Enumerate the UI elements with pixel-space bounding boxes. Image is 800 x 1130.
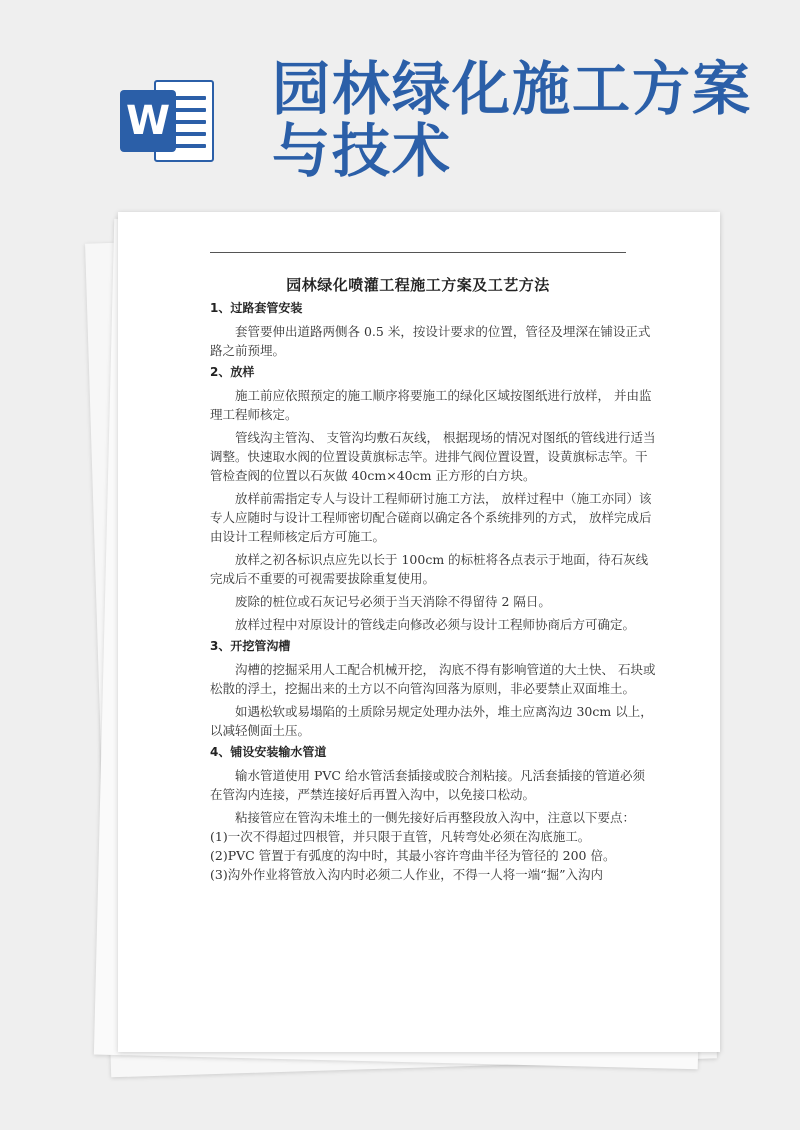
header-rule <box>210 252 626 253</box>
paragraph-line: 在管沟内连接，严禁连接好后再置入沟中，以免接口松动。 <box>210 787 536 802</box>
paragraph-line: 专人应随时与设计工程师密切配合磋商以确定各个系统排列的方式， 放样完成后 <box>210 510 652 525</box>
paragraph-line: 如遇松软或易塌陷的土质除另规定处理办法外，堆土应离沟边 30cm 以上， <box>235 704 653 719</box>
word-icon <box>120 78 216 164</box>
paragraph-line: 放样过程中对原设计的管线走向修改必须与设计工程师协商后方可确定。 <box>235 617 636 632</box>
document-heading: 园林绿化喷灌工程施工方案及工艺方法 <box>286 276 550 294</box>
paragraph-line: 完成后不重要的可视需要拔除重复使用。 <box>210 571 436 586</box>
section-heading: 2、放样 <box>210 365 255 379</box>
paragraph-line: 施工前应依照预定的施工顺序将要施工的绿化区域按图纸进行放样， 并由监 <box>235 388 652 403</box>
paragraph-line: 输水管道使用 PVC 给水管活套插接或胶合剂粘接。凡活套插接的管道必须 <box>235 768 645 783</box>
paragraph-line: 放样之初各标识点应先以长于 100cm 的标桩将各点表示于地面，待石灰线 <box>235 552 649 567</box>
paragraph-line: 由设计工程师核定后方可施工。 <box>210 529 386 544</box>
section-heading: 3、开挖管沟槽 <box>210 639 291 653</box>
paragraph-line: 松散的浮土，挖掘出来的土方以不向管沟回落为原则，非必要禁止双面堆土。 <box>210 681 636 696</box>
paragraph-line: 管检查阀的位置以石灰做 40cm×40cm 正方形的白方块。 <box>210 468 536 483</box>
section-heading: 1、过路套管安装 <box>210 301 303 315</box>
paragraph-line: 管线沟主管沟、 支管沟均敷石灰线， 根据现场的情况对图纸的管线进行适当 <box>235 430 656 445</box>
paragraph-line: (2)PVC 管置于有弧度的沟中时，其最小容许弯曲半径为管径的 200 倍。 <box>210 848 616 863</box>
paragraph-line: 沟槽的挖掘采用人工配合机械开挖， 沟底不得有影响管道的大土快、 石块或 <box>235 662 656 677</box>
paragraph-line: 粘接管应在管沟未堆土的一侧先接好后再整段放入沟中，注意以下要点： <box>235 810 636 825</box>
paragraph-line: 以减轻侧面土压。 <box>210 723 311 738</box>
banner <box>0 0 800 200</box>
paragraph-line: 调整。快速取水阀的位置设黄旗标志竿。进排气阀位置设置，设黄旗标志竿。干 <box>210 449 648 464</box>
banner-title: 园林绿化施工方案与技术 <box>272 55 753 185</box>
paragraph-line: (1)一次不得超过四根管，并只限于直管，凡转弯处必须在沟底施工。 <box>210 829 591 844</box>
document-page <box>118 212 720 1052</box>
document-body <box>210 300 656 883</box>
word-icon-letter: W <box>120 90 176 152</box>
paragraph-line: 废除的桩位或石灰记号必须于当天消除不得留待 2 隔日。 <box>235 594 551 609</box>
paragraph-line: (3)沟外作业将管放入沟内时必须二人作业，不得一人将一端“掘”入沟内 <box>210 867 603 882</box>
paragraph-line: 套管要伸出道路两侧各 0.5 米，按设计要求的位置，管径及埋深在铺设正式 <box>235 324 651 339</box>
section-heading: 4、铺设安装输水管道 <box>210 745 327 759</box>
paragraph-line: 理工程师核定。 <box>210 407 298 422</box>
paragraph-line: 路之前预埋。 <box>210 343 286 358</box>
paragraph-line: 放样前需指定专人与设计工程师研讨施工方法， 放样过程中（施工亦同）该 <box>235 491 652 506</box>
